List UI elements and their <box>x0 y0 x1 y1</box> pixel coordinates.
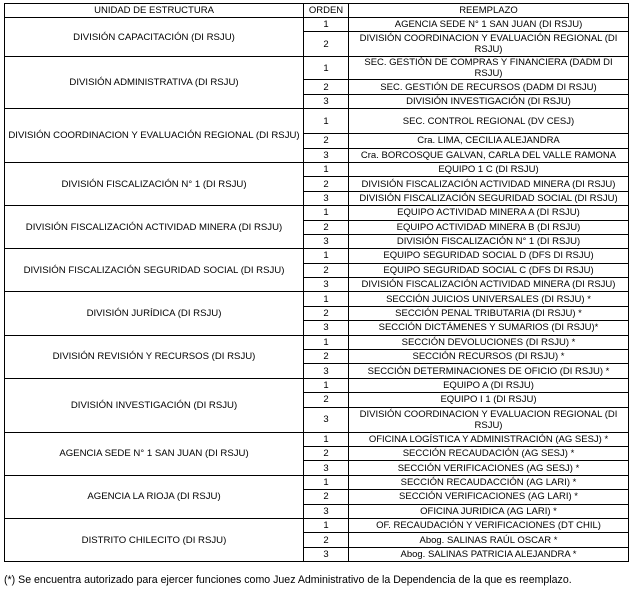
replacement-cell: DIVISIÓN FISCALIZACIÓN ACTIVIDAD MINERA (DI RSJU) <box>349 278 629 292</box>
unit-cell: DIVISIÓN CAPACITACIÓN (DI RSJU) <box>5 18 304 57</box>
order-cell: 2 <box>304 32 349 57</box>
unit-cell: DISTRITO CHILECITO (DI RSJU) <box>5 518 304 561</box>
table-row <box>5 162 629 176</box>
order-cell: 2 <box>304 263 349 277</box>
header-order: ORDEN <box>304 4 349 18</box>
order-cell: 1 <box>304 335 349 349</box>
unit-cell: AGENCIA LA RIOJA (DI RSJU) <box>5 475 304 518</box>
order-cell: 3 <box>304 461 349 475</box>
order-cell: 2 <box>304 220 349 234</box>
replacement-cell: EQUIPO A (DI RSJU) <box>349 378 629 392</box>
order-cell: 1 <box>304 475 349 489</box>
replacement-cell: SECCIÓN DICTÁMENES Y SUMARIOS (DI RSJU)* <box>349 321 629 335</box>
replacement-cell: SECCIÓN RECAUDACCIÓN (AG LARI) * <box>349 475 629 489</box>
replacement-cell: SECCIÓN DEVOLUCIONES (DI RSJU) * <box>349 335 629 349</box>
replacement-cell: AGENCIA SEDE N° 1 SAN JUAN (DI RSJU) <box>349 18 629 32</box>
unit-cell: DIVISIÓN REVISIÓN Y RECURSOS (DI RSJU) <box>5 335 304 378</box>
order-cell: 2 <box>304 80 349 94</box>
order-cell: 1 <box>304 518 349 532</box>
replacement-cell: Abog. SALINAS RAÚL OSCAR * <box>349 533 629 547</box>
order-cell: 3 <box>304 407 349 432</box>
replacement-cell: EQUIPO I 1 (DI RSJU) <box>349 393 629 407</box>
order-cell: 3 <box>304 234 349 248</box>
table-row <box>5 335 629 349</box>
order-cell: 2 <box>304 393 349 407</box>
order-cell: 3 <box>304 94 349 108</box>
order-cell: 3 <box>304 278 349 292</box>
order-cell: 2 <box>304 306 349 320</box>
order-cell: 1 <box>304 432 349 446</box>
order-cell: 2 <box>304 533 349 547</box>
table-row <box>5 206 629 220</box>
table-row <box>5 57 629 80</box>
order-cell: 3 <box>304 504 349 518</box>
order-cell: 1 <box>304 292 349 306</box>
order-cell: 3 <box>304 547 349 561</box>
header-unit: UNIDAD DE ESTRUCTURA <box>5 4 304 18</box>
replacement-cell: DIVISIÓN FISCALIZACIÓN N° 1 (DI RSJU) <box>349 234 629 248</box>
order-cell: 3 <box>304 364 349 378</box>
replacement-cell: SECCIÓN VERIFICACIONES (AG SESJ) * <box>349 461 629 475</box>
replacement-cell: OFICINA JURIDICA (AG LARI) * <box>349 504 629 518</box>
unit-cell: DIVISIÓN FISCALIZACIÓN ACTIVIDAD MINERA (DI RSJU) <box>5 206 304 249</box>
replacement-cell: OF. RECAUDACIÓN Y VERIFICACIONES (DT CHIL) <box>349 518 629 532</box>
unit-cell: DIVISIÓN INVESTIGACIÓN (DI RSJU) <box>5 378 304 432</box>
replacement-cell: SECCIÓN RECAUDACIÓN (AG SESJ) * <box>349 446 629 460</box>
unit-cell: DIVISIÓN FISCALIZACIÓN N° 1 (DI RSJU) <box>5 162 304 205</box>
replacement-cell: EQUIPO 1 C (DI RSJU) <box>349 162 629 176</box>
replacement-cell: Abog. SALINAS PATRICIA ALEJANDRA * <box>349 547 629 561</box>
order-cell: 2 <box>304 490 349 504</box>
replacement-cell: SEC. CONTROL REGIONAL (DV CESJ) <box>349 109 629 134</box>
order-cell: 1 <box>304 249 349 263</box>
replacement-cell: SECCIÓN PENAL TRIBUTARIA (DI RSJU) * <box>349 306 629 320</box>
order-cell: 1 <box>304 206 349 220</box>
order-cell: 1 <box>304 109 349 134</box>
replacement-cell: Cra. LIMA, CECILIA ALEJANDRA <box>349 134 629 148</box>
header-row <box>5 4 629 18</box>
order-cell: 1 <box>304 18 349 32</box>
replacement-cell: DIVISIÓN INVESTIGACIÓN (DI RSJU) <box>349 94 629 108</box>
order-cell: 1 <box>304 57 349 80</box>
unit-cell: DIVISIÓN ADMINISTRATIVA (DI RSJU) <box>5 57 304 109</box>
order-cell: 2 <box>304 350 349 364</box>
order-cell: 2 <box>304 446 349 460</box>
table-row <box>5 109 629 134</box>
replacement-cell: OFICINA LOGÍSTICA Y ADMINISTRACIÓN (AG SESJ) * <box>349 432 629 446</box>
unit-cell: DIVISIÓN COORDINACION Y EVALUACIÓN REGIONAL (DI RSJU) <box>5 109 304 163</box>
unit-cell: AGENCIA SEDE N° 1 SAN JUAN (DI RSJU) <box>5 432 304 475</box>
table-row <box>5 292 629 306</box>
table-row <box>5 432 629 446</box>
table-row <box>5 518 629 532</box>
replacement-cell: SEC. GESTIÓN DE RECURSOS (DADM DI RSJU) <box>349 80 629 94</box>
order-cell: 3 <box>304 191 349 205</box>
replacement-cell: EQUIPO ACTIVIDAD MINERA A (DI RSJU) <box>349 206 629 220</box>
order-cell: 2 <box>304 177 349 191</box>
order-cell: 1 <box>304 162 349 176</box>
order-cell: 3 <box>304 321 349 335</box>
order-cell: 2 <box>304 134 349 148</box>
replacement-cell: SEC. GESTIÓN DE COMPRAS Y FINANCIERA (DADM DI RSJU) <box>349 57 629 80</box>
replacement-cell: EQUIPO ACTIVIDAD MINERA B (DI RSJU) <box>349 220 629 234</box>
table-row <box>5 475 629 489</box>
table-row <box>5 249 629 263</box>
table-row <box>5 18 629 32</box>
order-cell: 3 <box>304 148 349 162</box>
replacement-cell: DIVISIÓN COORDINACION Y EVALUACION REGIONAL (DI RSJU) <box>349 407 629 432</box>
table-row <box>5 378 629 392</box>
replacement-cell: EQUIPO SEGURIDAD SOCIAL C (DFS DI RSJU) <box>349 263 629 277</box>
replacement-cell: SECCIÓN RECURSOS (DI RSJU) * <box>349 350 629 364</box>
replacement-cell: DIVISIÓN FISCALIZACIÓN SEGURIDAD SOCIAL (DI RSJU) <box>349 191 629 205</box>
table-body <box>5 18 629 562</box>
header-replacement: REEMPLAZO <box>349 4 629 18</box>
replacement-table <box>4 3 629 562</box>
replacement-cell: DIVISIÓN COORDINACION Y EVALUACIÓN REGIONAL (DI RSJU) <box>349 32 629 57</box>
order-cell: 1 <box>304 378 349 392</box>
replacement-cell: DIVISIÓN FISCALIZACIÓN ACTIVIDAD MINERA (DI RSJU) <box>349 177 629 191</box>
replacement-cell: SECCIÓN DETERMINACIONES DE OFICIO (DI RSJU) * <box>349 364 629 378</box>
unit-cell: DIVISIÓN JURÍDICA (DI RSJU) <box>5 292 304 335</box>
unit-cell: DIVISIÓN FISCALIZACIÓN SEGURIDAD SOCIAL (DI RSJU) <box>5 249 304 292</box>
replacement-cell: SECCIÓN VERIFICACIONES (AG LARI) * <box>349 490 629 504</box>
replacement-cell: SECCIÓN JUICIOS UNIVERSALES (DI RSJU) * <box>349 292 629 306</box>
replacement-cell: EQUIPO SEGURIDAD SOCIAL D (DFS DI RSJU) <box>349 249 629 263</box>
footnote: (*) Se encuentra autorizado para ejercer funciones como Juez Administrativo de la Dependencia de la que es reemplazo. <box>4 574 572 586</box>
replacement-cell: Cra. BORCOSQUE GALVAN, CARLA DEL VALLE RAMONA <box>349 148 629 162</box>
